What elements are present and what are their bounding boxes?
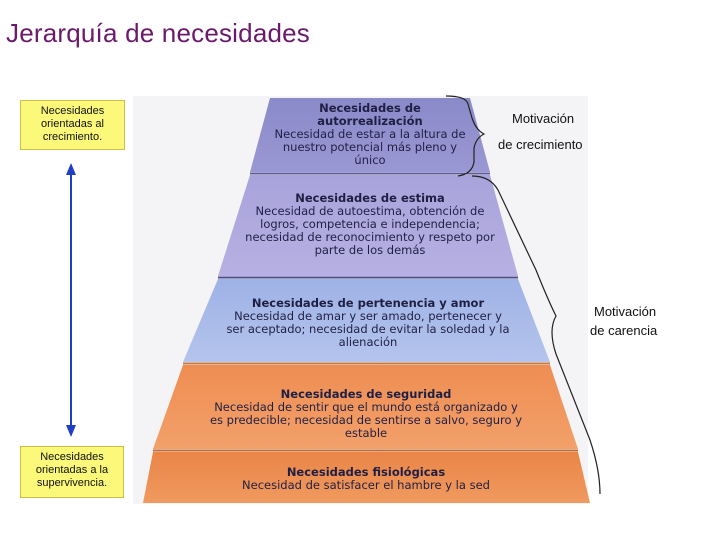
level-text-physiological xyxy=(200,466,532,492)
level-text-safety xyxy=(206,388,526,440)
deficit-motivation-line2: de carencia xyxy=(590,323,658,338)
growth-motivation-line2: de crecimiento xyxy=(498,137,583,152)
survival-needs-box: Necesidades orientadas a la supervivencia. xyxy=(20,446,124,498)
level-description: Necesidad de satisfacer el hambre y la sed xyxy=(242,478,490,492)
level-title: Necesidades fisiológicas xyxy=(286,465,446,479)
level-title: Necesidades de estima xyxy=(295,191,445,205)
deficit-motivation-line1: Motivación xyxy=(594,304,657,319)
growth-needs-box: Necesidades orientadas al crecimiento. xyxy=(20,100,125,150)
level-text-self-actualization xyxy=(272,102,468,167)
level-title: Necesidades de autorrealización xyxy=(317,101,423,128)
level-description: Necesidad de sentir que el mundo está organizado y es predecible; necesidad de sentirse a salvo, seguro y estable xyxy=(209,400,523,440)
level-text-esteem xyxy=(238,192,502,257)
arrow-down-icon xyxy=(66,425,76,437)
level-text-belonging-love xyxy=(226,297,510,349)
arrow-up-icon xyxy=(66,163,76,175)
level-title: Necesidades de pertenencia y amor xyxy=(251,296,485,310)
level-title: Necesidades de seguridad xyxy=(280,387,452,401)
level-description: Necesidad de estar a la altura de nuestro potencial más pleno y único xyxy=(274,127,466,167)
growth-motivation-line1: Motivación xyxy=(512,111,575,126)
page-title: Jerarquía de necesidades xyxy=(6,18,311,48)
level-description: Necesidad de autoestima, obtención de logros, competencia e independencia; necesidad de reconocimiento y respeto por parte de los demás xyxy=(245,204,495,257)
level-description: Necesidad de amar y ser amado, pertenecer y ser aceptado; necesidad de evitar la soledad y la alienación xyxy=(226,309,510,349)
